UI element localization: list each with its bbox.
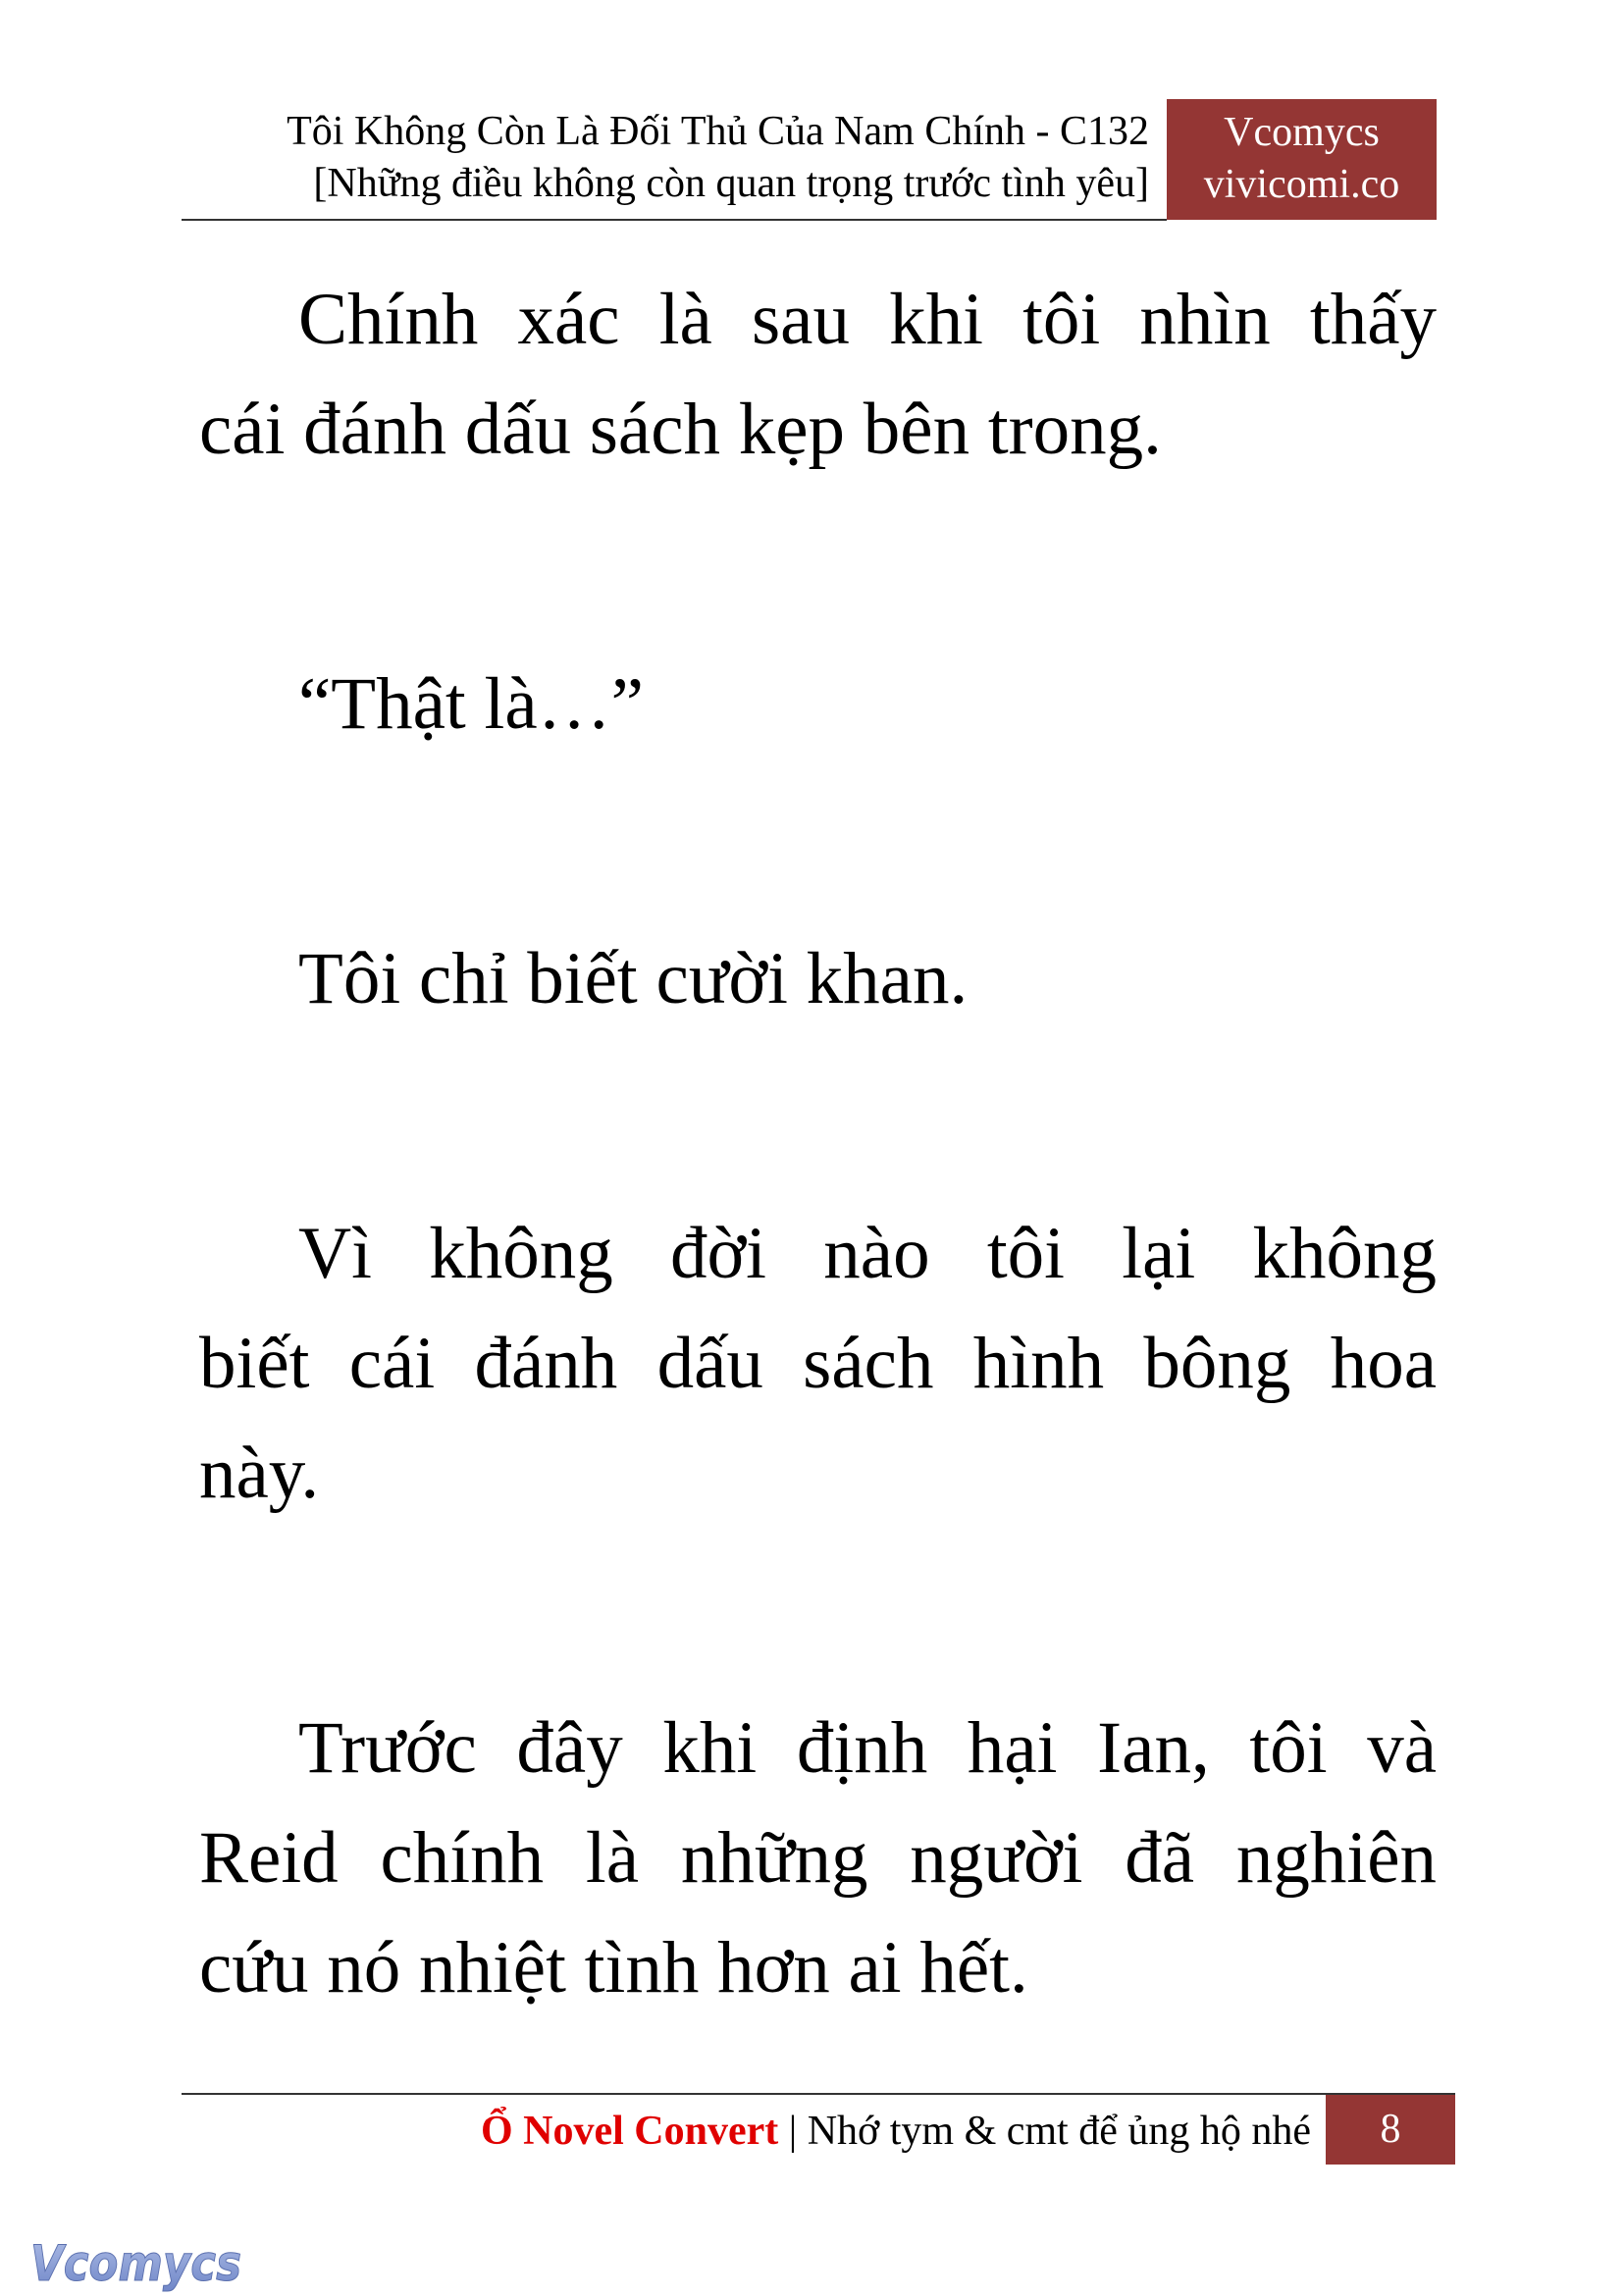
chapter-subtitle: [Những điều không còn quan trọng trước tình yêu] xyxy=(313,161,1149,206)
svg-text:Vcomycs: Vcomycs xyxy=(30,2235,241,2292)
text-line: “Thật là…” xyxy=(298,663,644,745)
text-line: Vì không đời nào tôi lại không xyxy=(298,1213,1437,1294)
text-line: Tôi chỉ biết cười khan. xyxy=(298,938,969,1019)
page-number: 8 xyxy=(1326,2095,1455,2165)
footer-message: Nhớ tym & cmt để ủng hộ nhé xyxy=(807,2109,1311,2154)
page-footer xyxy=(481,2106,1311,2157)
header-brand-box xyxy=(1167,99,1437,220)
brand-name: Vcomycs xyxy=(1224,110,1380,155)
text-line: cứu nó nhiệt tình hơn ai hết. xyxy=(199,1927,1028,2009)
page-header xyxy=(287,106,1149,210)
paragraph xyxy=(199,650,1437,759)
text-line: này. xyxy=(199,1433,320,1514)
header-divider xyxy=(182,219,1167,221)
paragraph xyxy=(199,1694,1437,2023)
vcomycs-logo xyxy=(26,2235,247,2296)
text-line: cái đánh dấu sách kẹp bên trong. xyxy=(199,389,1162,470)
text-line: Trước đây khi định hại Ian, tôi và xyxy=(298,1707,1437,1789)
paragraph xyxy=(199,265,1437,485)
page-body xyxy=(199,265,1437,2188)
footer-separator: | xyxy=(788,2109,798,2154)
paragraph xyxy=(199,924,1437,1034)
chapter-title: Tôi Không Còn Là Đối Thủ Của Nam Chính - C132 xyxy=(287,109,1149,154)
text-line: Reid chính là những người đã nghiên xyxy=(199,1817,1437,1899)
text-line: biết cái đánh dấu sách hình bông hoa xyxy=(199,1323,1437,1404)
brand-site: vivicomi.co xyxy=(1203,162,1400,207)
paragraph xyxy=(199,1199,1437,1529)
footer-brand: Ổ Novel Convert xyxy=(480,2109,779,2154)
text-line: Chính xác là sau khi tôi nhìn thấy xyxy=(298,279,1437,360)
footer-divider xyxy=(182,2093,1455,2095)
